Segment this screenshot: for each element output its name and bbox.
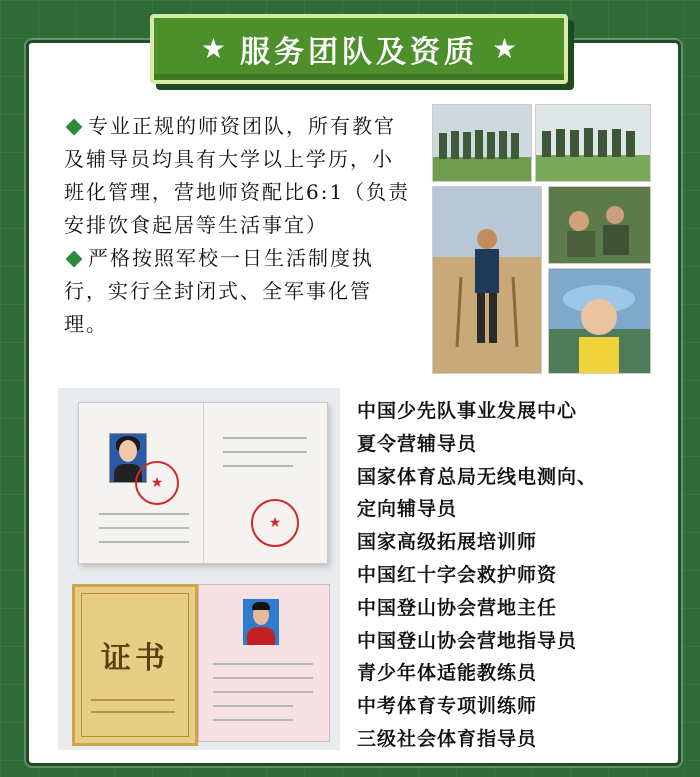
- qualification-item: 中国少先队事业发展中心: [357, 400, 578, 422]
- red-seal-icon: ★: [251, 499, 299, 547]
- intro-point-2: 严格按照军校一日生活制度执行，实行全封闭式、全军事化管理。: [64, 246, 374, 336]
- qualification-item: 中国红十字会救护师资: [357, 563, 558, 586]
- photo-instructor-desert: [432, 186, 542, 374]
- certificates-photo: [58, 388, 340, 750]
- qualification-item: 青少年体适能教练员: [357, 662, 538, 685]
- qualification-item: 国家高级拓展培训师: [357, 531, 538, 554]
- qualification-item: 中考体育专项训练师: [357, 695, 538, 718]
- photo-group-training-1: [432, 104, 532, 182]
- star-icon: ★: [492, 32, 518, 65]
- pink-certificate: [198, 584, 330, 742]
- qualification-item: 定向辅导员: [357, 498, 458, 521]
- photo-camp-activity: [548, 186, 651, 264]
- diamond-bullet-icon: [66, 118, 83, 135]
- qualification-item: 夏令营辅导员: [357, 432, 478, 455]
- title-banner: [150, 14, 568, 84]
- qualification-item: 三级社会体育指导员: [357, 727, 538, 750]
- photo-instructor-portrait: [548, 268, 651, 374]
- qualification-item: 中国登山协会营地指导员: [357, 629, 578, 652]
- intro-point-1: 专业正规的师资团队，所有教官及辅导员均具有大学以上学历，小班化管理，营地师资配比6:1（负责安排饮食起居等生活事宜）: [64, 114, 411, 237]
- qualification-item: 中国登山协会营地主任: [357, 596, 558, 619]
- gold-certificate: 证书: [72, 584, 198, 746]
- certificate-photo: [243, 599, 279, 645]
- diamond-bullet-icon: [66, 250, 83, 267]
- intro-text: [64, 110, 414, 341]
- open-certificate-booklet: [78, 402, 328, 564]
- red-seal-icon: ★: [135, 461, 179, 505]
- qualifications-list: [357, 395, 687, 756]
- star-icon: ★: [200, 32, 226, 65]
- photo-group-training-2: [535, 104, 651, 182]
- qualification-item: 国家体育总局无线电测向、: [357, 465, 598, 488]
- page-title: 服务团队及资质: [240, 35, 478, 70]
